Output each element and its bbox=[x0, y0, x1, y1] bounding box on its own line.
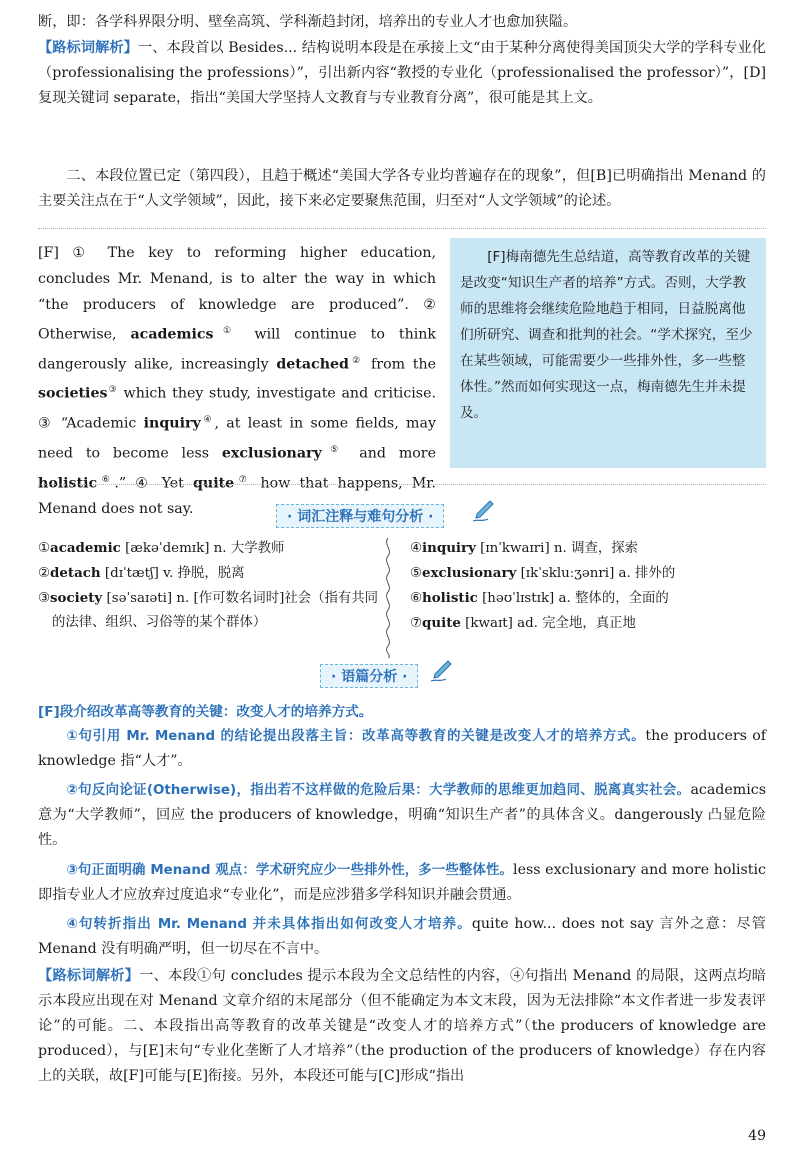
analysis-sentence-4 bbox=[38, 912, 766, 962]
marker-label: 【路标词解析】 bbox=[38, 968, 140, 984]
vocab-word: societies bbox=[38, 386, 108, 403]
pen-icon bbox=[470, 498, 496, 524]
vocab-word: holistic bbox=[38, 475, 98, 492]
vocab-item bbox=[38, 536, 378, 561]
passage-text: which they study, investigate and criticise. ③ “Academic bbox=[38, 386, 436, 432]
passage-text: from the bbox=[363, 356, 436, 373]
vocab-num: ② bbox=[38, 566, 51, 581]
vocab-header-label: · 词汇注释与难句分析 · bbox=[287, 509, 434, 525]
marker-analysis-top bbox=[38, 36, 766, 111]
analysis-detail: quite how... does not say 言外之意：尽管 Menand 没有明确严明，但一切尽在不言中。 bbox=[38, 916, 766, 957]
vocab-num: ⑦ bbox=[410, 616, 423, 631]
marker-text-2: 二、本段位置已定（第四段），且趋于概述“美国大学各专业均普遍存在的现象”，但[B]已明确指出 Menand 的主要关注点在于“人文学领域”，因此，接下来必定要聚焦范围，归至对“人文学领域”的论述。 bbox=[38, 168, 766, 209]
translation-box bbox=[450, 238, 766, 468]
vocab-headword: society bbox=[50, 590, 103, 606]
note-num: ④ bbox=[200, 415, 215, 426]
vocab-def: [ækəˈdemɪk] n. 大学教师 bbox=[120, 541, 285, 556]
translation-text: [F]梅南德先生总结道，高等教育改革的关键是改变“知识生产者的培养”方式。否则，大学教师的思维将会继续危险地趋于相同，日益脱离他们所研究、调查和批判的社会。“学术探究，至少在某些领域，可能需要少一些排外性，多一些整体性。”然而如何实现这一点，梅南德先生并未提及。 bbox=[460, 249, 753, 421]
vocab-word: detached bbox=[276, 356, 349, 373]
marker-label: 【路标词解析】 bbox=[38, 40, 138, 56]
analysis-detail: the producers of knowledge 指“人才”。 bbox=[38, 728, 766, 769]
passage-text: how that happens, Mr. Menand does not say. bbox=[38, 475, 436, 518]
passage-text: .” ④ Yet bbox=[114, 475, 193, 492]
vocab-word: inquiry bbox=[143, 415, 201, 432]
marker-text: 一、本段①句 concludes 提示本段为全文总结性的内容，④句指出 Menand 的局限，这两点均暗示本段应出现在对 Menand 文章介绍的末尾部分（但不能确定为本文末段，因为无法排除“本文作者进一步发表评论”的可能。二、本段指出高等教育的改革关键是“改变人才的培养方式”（the producers of knowledge are produced），与[E]末句“专业化垄断了人才培养”（the production of the producers of knowledge）存在内容上的关联，故[F]可能与[E]衔接。另外，本段还可能与[C]形成“指出 bbox=[38, 968, 766, 1084]
marker-text-1: 一、本段首以 Besides... 结构说明本段是在承接上文“由于某种分离使得美国顶尖大学的学科专业化（professionalising the professions）”，引出新内容“教授的专业化（professionalised the professor）”，[D]复现关键词 separate，指出“美国大学坚持人文教育与专业教育分离”，很可能是其上文。 bbox=[38, 40, 766, 106]
passage-text: , at least in some fields, may need to become less bbox=[38, 415, 436, 462]
analysis-detail: academics 意为“大学教师”，回应 the producers of knowledge，明确“知识生产者”的具体含义。dangerously 凸显危险性。 bbox=[38, 782, 766, 848]
analysis-key: ②句反向论证(Otherwise)，指出若不这样做的危险后果：大学教师的思维更加趋同、脱离真实社会。 bbox=[66, 783, 691, 798]
vocab-def: [kwaɪt] ad. 完全地，真正地 bbox=[460, 616, 636, 631]
vocab-word: exclusionary bbox=[221, 445, 322, 462]
note-num: ③ bbox=[107, 385, 118, 396]
analysis-sentence-3 bbox=[38, 858, 766, 908]
vocab-headword: exclusionary bbox=[422, 565, 517, 581]
analysis-section-header bbox=[320, 664, 418, 688]
analysis-header-label: · 语篇分析 · bbox=[331, 669, 408, 685]
vocab-item bbox=[38, 561, 378, 586]
vocab-def: [səˈsaɪəti] n. [作可数名词时]社会（指有共同 bbox=[102, 591, 379, 606]
analysis-detail: less exclusionary and more holistic 即指专业人才应放弃过度追求“专业化”，而是应涉猎多学科知识并融会贯通。 bbox=[38, 862, 766, 903]
note-num: ⑤ bbox=[321, 444, 347, 455]
passage-text: will continue to think dangerously alike, increasingly bbox=[38, 326, 436, 373]
vocab-num: ③ bbox=[38, 591, 51, 606]
vocab-headword: academic bbox=[50, 540, 121, 556]
divider-top bbox=[38, 228, 766, 229]
vocab-word: academics bbox=[130, 326, 214, 343]
analysis-intro: [F]段介绍改革高等教育的关键：改变人才的培养方式。 bbox=[38, 704, 373, 720]
vocab-item bbox=[410, 561, 675, 586]
vocab-num: ⑤ bbox=[410, 566, 423, 581]
marker-analysis-bottom bbox=[38, 964, 766, 1089]
note-num: ② bbox=[348, 355, 364, 366]
english-passage bbox=[38, 240, 436, 522]
vocab-headword: holistic bbox=[422, 590, 478, 606]
vocab-def: [dɪˈtætʃ] v. 挣脱，脱离 bbox=[100, 566, 245, 581]
passage-text: [F] ① The key to reforming higher education, concludes Mr. Menand, is to alter the way in which “the producers of knowledge are produced”. ② Otherwise, bbox=[38, 245, 436, 343]
page-number: 49 bbox=[748, 1128, 766, 1144]
analysis-key: ③句正面明确 Menand 观点：学术研究应少一些排外性，多一些整体性。 bbox=[66, 863, 514, 878]
vocab-headword: inquiry bbox=[422, 540, 476, 556]
vocab-headword: quite bbox=[422, 615, 461, 631]
vocab-list-right bbox=[410, 536, 675, 636]
vocab-def: [ɪkˈskluːʒənri] a. 排外的 bbox=[516, 566, 676, 581]
wavy-divider bbox=[382, 538, 394, 658]
vocab-section-header bbox=[276, 504, 444, 528]
note-num: ① bbox=[213, 326, 241, 336]
divider-mid bbox=[38, 484, 766, 485]
analysis-key: ④句转折指出 Mr. Menand 并未具体指出如何改变人才培养。 bbox=[66, 917, 472, 932]
vocab-num: ⑥ bbox=[410, 591, 423, 606]
vocab-word: quite bbox=[192, 475, 235, 492]
vocab-list-left bbox=[38, 536, 378, 635]
vocab-item bbox=[38, 586, 378, 611]
vocab-item bbox=[410, 536, 675, 561]
vocab-headword: detach bbox=[50, 565, 101, 581]
vocab-item bbox=[410, 611, 675, 636]
vocab-def: [həʊˈlɪstɪk] a. 整体的，全面的 bbox=[477, 591, 669, 606]
note-num: ⑥ bbox=[97, 474, 115, 485]
pen-icon bbox=[428, 658, 454, 684]
top-paragraph: 断，即：各学科界限分明、壁垒高筑、学科渐趋封闭，培养出的专业人才也愈加狭隘。 bbox=[38, 14, 578, 30]
vocab-item-continuation: 的法律、组织、习俗等的某个群体） bbox=[52, 615, 267, 630]
vocab-def: [ɪnˈkwaɪri] n. 调查，探索 bbox=[475, 541, 639, 556]
analysis-sentence-1 bbox=[38, 724, 766, 774]
vocab-num: ④ bbox=[410, 541, 423, 556]
analysis-key: ①句引用 Mr. Menand 的结论提出段落主旨：改革高等教育的关键是改变人才的培养方式。 bbox=[66, 729, 646, 744]
vocab-num: ① bbox=[38, 541, 51, 556]
passage-text: and more bbox=[346, 445, 436, 462]
vocab-item bbox=[410, 586, 675, 611]
analysis-sentence-2 bbox=[38, 778, 766, 853]
note-num: ⑦ bbox=[234, 474, 252, 485]
